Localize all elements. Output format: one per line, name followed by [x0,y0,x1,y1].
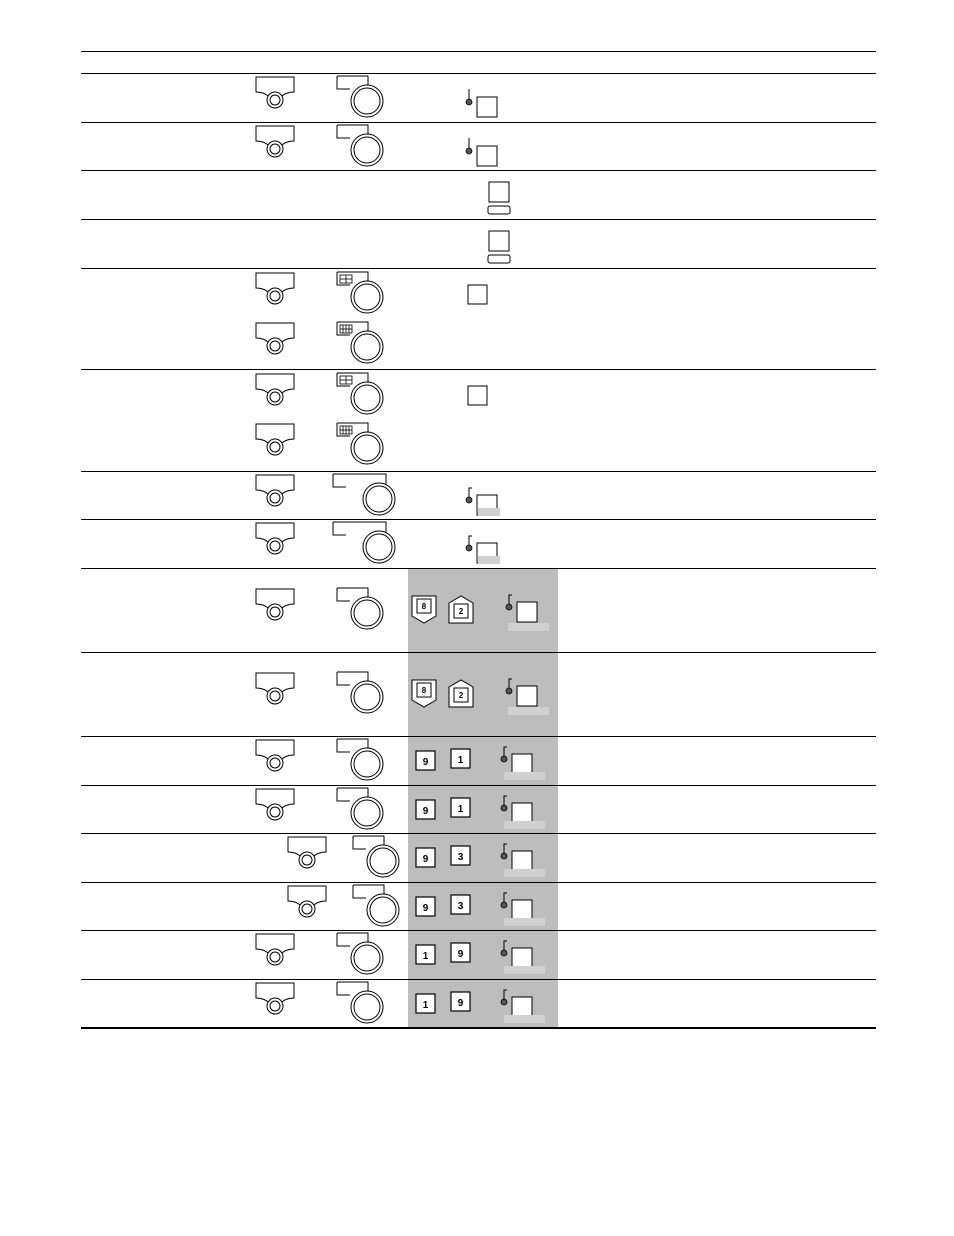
tag-knob-icon [255,423,297,459]
dial-knob-icon [336,124,384,168]
tag-knob-icon [255,125,297,161]
key-label: 1 [422,1000,429,1011]
lcd-pad [504,772,545,780]
lcd-pad [504,1015,545,1023]
key-label: 9 [422,757,429,768]
dial-knob-icon [336,321,384,365]
lcd-pad [504,821,545,829]
key-label: 1 [457,755,464,766]
dial-knob-icon [336,271,384,315]
tag-knob-icon [255,322,297,358]
tag-knob-icon [255,272,297,308]
lcd-pad [504,966,545,974]
pentagon-key-icon [448,679,476,709]
row-divider [81,73,876,74]
key-cap-icon [450,942,472,964]
lcd-pad [508,623,549,631]
pentagon-key-icon [411,679,439,709]
pentagon-key-icon [411,595,439,625]
lcd-pad [478,556,500,564]
key-cap-icon [450,845,472,867]
dial-knob-icon [336,372,384,416]
lcd-pad [508,707,549,715]
dial-knob-icon [352,835,400,879]
lcd-pad [504,918,545,926]
tag-knob-icon [255,76,297,112]
tag-knob-icon [255,522,297,558]
key-label: 9 [457,998,464,1009]
key-cap-icon [415,799,437,821]
key-label: 1 [457,804,464,815]
led-indicator-icon [465,85,499,123]
row-divider [81,930,876,931]
key-cap-icon [450,894,472,916]
row-divider [81,833,876,834]
row-divider [81,652,876,653]
dial-knob-icon [336,587,384,631]
tag-knob-icon [255,933,297,969]
row-divider [81,785,876,786]
box-icon [467,385,489,407]
dial-knob-icon [336,422,384,466]
dial-knob-icon [336,738,384,782]
tag-knob-icon [255,739,297,775]
key-label: 2 [458,691,464,700]
row-divider [81,219,876,220]
dial-knob-icon [332,521,396,565]
key-label: 8 [421,686,427,695]
tag-knob-icon [287,836,329,872]
row-divider [81,471,876,472]
tag-knob-icon [255,982,297,1018]
box-icon [467,284,489,306]
key-label: 9 [457,949,464,960]
row-divider [81,268,876,269]
dial-knob-icon [336,932,384,976]
key-label: 9 [422,903,429,914]
row-divider [81,369,876,370]
key-cap-icon [450,991,472,1013]
tag-knob-icon [287,885,329,921]
dial-knob-icon [336,75,384,119]
table-bottom-rule [81,1027,876,1029]
key-cap-icon [450,797,472,819]
dial-knob-icon [336,787,384,831]
key-cap-icon [415,750,437,772]
key-label: 9 [422,854,429,865]
key-label: 3 [457,852,464,863]
lcd-pad [504,869,545,877]
button-icon [487,230,513,266]
key-cap-icon [415,847,437,869]
table-top-rule [81,51,876,52]
key-label: 8 [421,602,427,611]
tag-knob-icon [255,588,297,624]
led-indicator-icon [465,134,499,172]
key-label: 9 [422,806,429,817]
key-cap-icon [415,944,437,966]
row-divider [81,882,876,883]
key-cap-icon [415,993,437,1015]
row-divider [81,979,876,980]
dial-knob-icon [336,671,384,715]
button-icon [487,181,513,217]
key-label: 1 [422,951,429,962]
tag-knob-icon [255,672,297,708]
tag-knob-icon [255,474,297,510]
lcd-pad [478,508,500,516]
row-divider [81,736,876,737]
key-label: 2 [458,607,464,616]
key-cap-icon [415,896,437,918]
tag-knob-icon [255,373,297,409]
dial-knob-icon [332,473,396,517]
dial-knob-icon [336,981,384,1025]
tag-knob-icon [255,788,297,824]
pentagon-key-icon [448,595,476,625]
key-label: 3 [457,901,464,912]
dial-knob-icon [352,884,400,928]
key-cap-icon [450,748,472,770]
